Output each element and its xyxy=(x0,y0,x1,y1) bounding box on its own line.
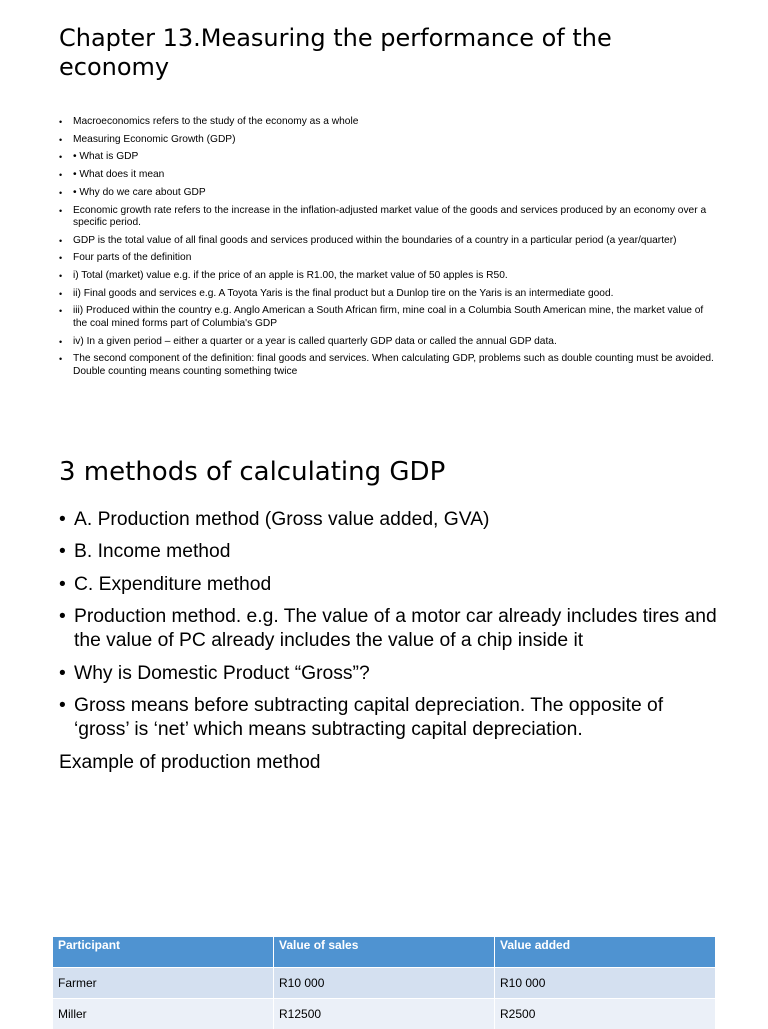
bullet-marker: • xyxy=(59,252,62,264)
bullet-text: B. Income method xyxy=(74,541,230,562)
bullet-marker: • xyxy=(59,270,62,282)
bullet-marker: • xyxy=(59,662,66,686)
bullet-item xyxy=(59,662,719,686)
bullet-item xyxy=(59,134,719,146)
bullet-marker: • xyxy=(59,694,66,718)
chapter-title: Chapter 13.Measuring the performance of the economy xyxy=(59,24,719,82)
bullet-item xyxy=(59,573,719,597)
bullet-marker: • xyxy=(59,169,62,181)
bullet-text: GDP is the total value of all final goods and services produced within the boundaries of a country in a particular period (a year/quarter) xyxy=(73,235,676,246)
table-cell: Miller xyxy=(53,999,274,1029)
bullet-item xyxy=(59,540,719,564)
table-row xyxy=(53,999,715,1029)
bullet-item xyxy=(59,288,719,300)
bullet-item xyxy=(59,187,719,199)
bullet-item xyxy=(59,336,719,348)
table-header-row xyxy=(53,937,715,968)
bullet-marker: • xyxy=(59,573,66,597)
bullet-item xyxy=(59,116,719,128)
bullet-marker: • xyxy=(59,540,66,564)
bullet-item xyxy=(59,252,719,264)
bullet-marker: • xyxy=(59,134,62,146)
bullet-text: Why is Domestic Product “Gross”? xyxy=(74,663,370,684)
bullet-item xyxy=(59,270,719,282)
bullet-text: C. Expenditure method xyxy=(74,574,271,595)
bullet-text: Production method. e.g. The value of a motor car already includes tires and the value of PC already includes the value of a chip inside it xyxy=(74,606,717,651)
bullet-item xyxy=(59,508,719,532)
bullet-item xyxy=(59,305,719,330)
bullet-marker: • xyxy=(59,205,62,217)
methods-title: 3 methods of calculating GDP xyxy=(59,455,719,489)
bullet-item xyxy=(59,205,719,230)
table-cell: Farmer xyxy=(53,968,274,999)
definition-bullet-list xyxy=(59,116,719,383)
methods-bullet-list xyxy=(59,508,719,750)
bullet-text: Gross means before subtracting capital depreciation. The opposite of ‘gross’ is ‘net’ which means subtracting capital depreciation. xyxy=(74,695,663,740)
column-header-participant: Participant xyxy=(53,937,274,968)
bullet-marker: • xyxy=(59,353,62,365)
bullet-item xyxy=(59,169,719,181)
bullet-marker: • xyxy=(59,508,66,532)
bullet-text: A. Production method (Gross value added, GVA) xyxy=(74,509,489,530)
bullet-marker: • xyxy=(59,305,62,317)
example-caption: Example of production method xyxy=(59,751,719,775)
bullet-marker: • xyxy=(59,336,62,348)
table-cell: R2500 xyxy=(495,999,716,1029)
table-cell: R10 000 xyxy=(274,968,495,999)
column-header-value-of-sales: Value of sales xyxy=(274,937,495,968)
bullet-marker: • xyxy=(59,235,62,247)
bullet-text: The second component of the definition: final goods and services. When calculating GDP, problems such as double counting must be avoided. Double counting means counting something twice xyxy=(73,353,714,376)
table-row xyxy=(53,968,715,999)
bullet-text: • What does it mean xyxy=(73,169,164,180)
bullet-marker: • xyxy=(59,151,62,163)
bullet-text: Macroeconomics refers to the study of the economy as a whole xyxy=(73,116,358,127)
bullet-marker: • xyxy=(59,116,62,128)
bullet-marker: • xyxy=(59,288,62,300)
bullet-text: • What is GDP xyxy=(73,151,138,162)
table-cell: R12500 xyxy=(274,999,495,1029)
value-added-table xyxy=(53,937,715,1029)
bullet-text: iv) In a given period – either a quarter or a year is called quarterly GDP data or called the annual GDP data. xyxy=(73,336,557,347)
column-header-value-added: Value added xyxy=(495,937,716,968)
bullet-item xyxy=(59,605,719,653)
bullet-item xyxy=(59,353,719,378)
bullet-item xyxy=(59,694,719,742)
bullet-text: • Why do we care about GDP xyxy=(73,187,206,198)
bullet-text: i) Total (market) value e.g. if the price of an apple is R1.00, the market value of 50 apples is R50. xyxy=(73,270,508,281)
table-cell: R10 000 xyxy=(495,968,716,999)
bullet-text: Four parts of the definition xyxy=(73,252,191,263)
bullet-text: ii) Final goods and services e.g. A Toyota Yaris is the final product but a Dunlop tire on the Yaris is an intermediate good. xyxy=(73,288,613,299)
bullet-item xyxy=(59,151,719,163)
bullet-marker: • xyxy=(59,187,62,199)
bullet-text: Measuring Economic Growth (GDP) xyxy=(73,134,235,145)
bullet-item xyxy=(59,235,719,247)
bullet-text: iii) Produced within the country e.g. Anglo American a South African firm, mine coal in a Columbia South American mine, the market value of the coal mined forms part of Columbia's GDP xyxy=(73,305,703,328)
bullet-text: Economic growth rate refers to the increase in the inflation-adjusted market value of the goods and services produced by an economy over a specific period. xyxy=(73,205,706,228)
bullet-marker: • xyxy=(59,605,66,629)
